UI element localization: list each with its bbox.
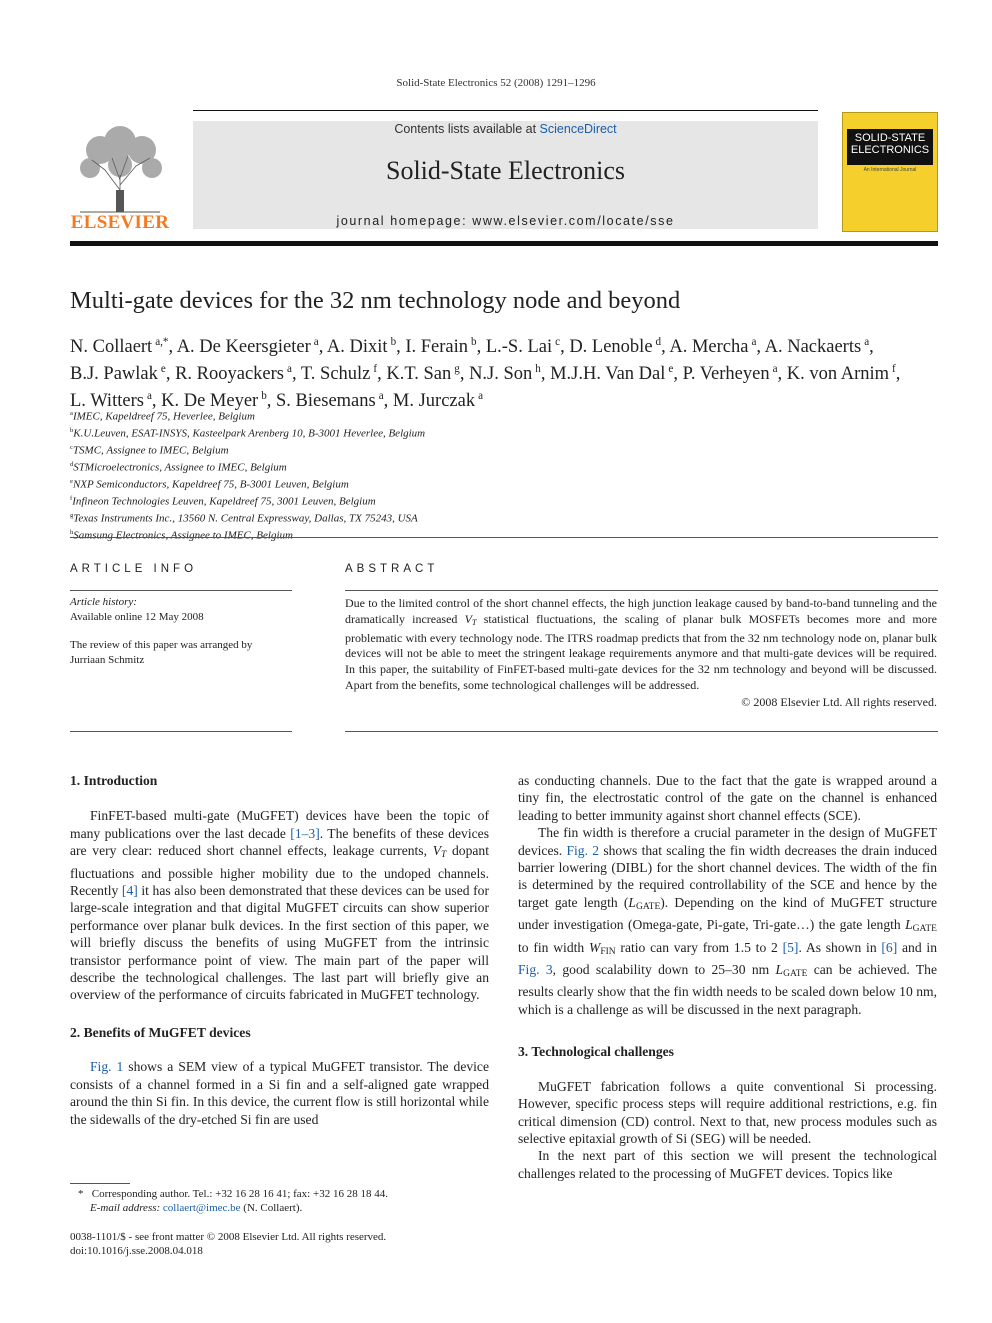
r2-wfin — [589, 940, 616, 955]
affiliation-text: Infineon Technologies Leuven, Kapeldreef 75, 3001 Leuven, Belgium — [72, 495, 376, 508]
r2-text-e: ratio can vary from 1.5 to 2 — [615, 939, 783, 955]
footnote-star: * — [78, 1188, 84, 1200]
article-title: Multi-gate devices for the 32 nm technology node and beyond — [70, 287, 681, 314]
s1-text-d: it has also been demonstrated that these devices can be used for large-scale integration and that digital MuGFET circuits can show superior performance over planar bulk devices. In the first section of this paper, we will briefly discuss the benefits of using MuGFET from the intrinsic transistor performance point of view. The main part of the paper will describe the technological challenges. The last part will briefly give an overview of the performance of circuits fabricated in MuGFET technology. — [70, 883, 489, 1003]
cover-title-line2: ELECTRONICS — [850, 144, 930, 156]
r2-text-i: can be achieved. The results clearly show that the fin width needs to be scaled down below 10 nm, which is a challenge as will be discussed in the next paragraph. — [518, 962, 937, 1017]
r2-lgate-2-l: L — [905, 917, 913, 933]
email-tail: (N. Collaert). — [240, 1202, 303, 1214]
r2-lgate-1 — [628, 895, 660, 910]
affiliation-item — [70, 492, 425, 509]
author-affiliation-mark[interactable]: f — [373, 363, 378, 376]
affiliation-mark: e — [70, 478, 73, 486]
s1-vt-v: V — [432, 843, 441, 859]
author-affiliation-mark[interactable]: f — [892, 363, 896, 376]
r2-text-b: shows that scaling the fin width decreases the drain induced barrier lowering (DIBL) for the short channel devices. The width of the fin is determined by the required controllability of the SCE and hence by the target gate length ( — [518, 842, 937, 910]
r2-text-a: The fin width is therefore a crucial parameter in the design of MuGFET devices. — [518, 825, 937, 858]
abstract-vt — [465, 612, 477, 626]
author-name: L. Witters — [70, 391, 144, 412]
abstract-text — [345, 596, 937, 711]
abstract-rule — [345, 590, 938, 591]
author-name: K.T. San — [386, 364, 452, 385]
author-name: N. Collaert — [70, 337, 153, 358]
issn-doi — [70, 1230, 470, 1258]
header-top-rule — [193, 110, 818, 111]
affiliation-item — [70, 458, 425, 475]
article-info-heading: ARTICLE INFO — [70, 563, 198, 575]
author-name: A. Mercha — [669, 337, 749, 358]
journal-homepage[interactable]: journal homepage: www.elsevier.com/locate/sse — [336, 214, 675, 228]
author-name: I. Ferain — [405, 337, 469, 358]
author-list — [70, 331, 940, 412]
author-affiliation-mark[interactable]: d — [655, 336, 662, 348]
affiliation-list — [70, 407, 425, 544]
section-3-heading: 3. Technological challenges — [518, 1044, 674, 1060]
affiliation-item — [70, 424, 425, 441]
section-1-paragraph — [70, 807, 489, 1003]
author-name: K. von Arnim — [786, 364, 890, 385]
abstract-part-1: Due to the limited control of the short channel effects, the high junction leakage caused by band-to-band tunneling and the dramatically increased — [345, 596, 937, 626]
author-affiliation-mark[interactable]: b — [471, 336, 477, 348]
author-affiliation-mark[interactable]: b — [390, 336, 397, 348]
affiliation-mark: f — [70, 495, 73, 503]
citation-6[interactable]: [6] — [881, 939, 898, 955]
author-name: N.J. Son — [469, 364, 533, 385]
affiliation-mark: b — [70, 427, 74, 435]
s2-text-a: shows a SEM view of a typical MuGFET transistor. The device consists of a channel formed in a Si fin and a self-aligned gate wrapped around the thin Si fin. In this device, the current flow is still horizontal while the sidewalls of the dry-etched Si fin are used — [70, 1059, 489, 1127]
right-paragraph-2 — [518, 824, 937, 1018]
s1-vt-sub: T — [441, 850, 447, 861]
figure-1-link[interactable]: Fig. 1 — [90, 1059, 124, 1075]
affiliation-item — [70, 441, 425, 458]
citation-4[interactable]: [4] — [121, 883, 138, 899]
author-affiliation-mark[interactable]: a — [751, 336, 757, 348]
affiliation-mark: g — [70, 512, 74, 520]
r2-text-d: to fin width — [518, 939, 589, 955]
author-name: A. De Keersgieter — [176, 337, 311, 358]
author-affiliation-mark[interactable]: a — [772, 363, 778, 376]
author-affiliation-mark[interactable]: h — [535, 363, 541, 376]
author-affiliation-mark[interactable]: c — [555, 336, 561, 348]
author-line-3: L. Witters $^a$, K. De Meyer $^b$, S. Biesemans $^a$, M. Jurczak $^a$ — [70, 390, 484, 412]
author-name: B.J. Pawlak — [70, 364, 158, 385]
affiliation-mark: a — [70, 410, 73, 417]
cover-title-line1: SOLID-STATE — [854, 132, 926, 144]
affiliation-mark: c — [70, 444, 73, 452]
section-3-paragraph-1: MuGFET fabrication follows a quite conventional Si processing. However, specific process steps will require additional restrictions, e.g. fin critical dimension (CD) control. Next to that, new process modules such as selective epitaxial growth of Si (SEG) will be needed. — [518, 1078, 937, 1146]
r2-lgate-2 — [905, 917, 937, 935]
affiliation-mark: h — [70, 529, 74, 537]
r2-text-h: , good scalability down to 25–30 nm — [552, 962, 776, 978]
author-affiliation-mark[interactable]: a,* — [155, 336, 169, 348]
available-online: Available online 12 May 2008 — [70, 610, 204, 623]
contents-line — [193, 122, 818, 136]
author-affiliation-mark[interactable]: g — [454, 363, 460, 376]
affiliation-text: Texas Instruments Inc., 13560 N. Central Expressway, Dallas, TX 75243, USA — [73, 513, 418, 526]
section-3-paragraph-2: In the next part of this section we will present the technological challenges related to the processing of MuGFET devices. Topics like — [518, 1148, 937, 1181]
r2-lgate-1-l: L — [628, 894, 636, 910]
author-affiliation-mark[interactable]: e — [160, 363, 166, 376]
journal-cover — [842, 112, 938, 232]
author-name: S. Biesemans — [276, 391, 376, 412]
author-affiliation-mark[interactable]: a — [313, 336, 319, 348]
email-link[interactable]: collaert@imec.be — [162, 1202, 241, 1214]
journal-title: Solid-State Electronics — [385, 156, 625, 185]
affiliation-text: TSMC, Assignee to IMEC, Belgium — [72, 444, 229, 457]
affiliation-text: K.U.Leuven, ESAT-INSYS, Kasteelpark Arenberg 10, B-3001 Heverlee, Belgium — [73, 427, 426, 440]
journal-reference: Solid-State Electronics 52 (2008) 1291–1296 — [396, 77, 596, 89]
abstract-heading: ABSTRACT — [345, 563, 439, 575]
affiliation-text: STMicroelectronics, Assignee to IMEC, Belgium — [73, 461, 287, 474]
author-name: D. Lenoble — [569, 337, 653, 358]
left-column — [70, 772, 489, 1128]
s1-text-b: . The benefits of these devices are very clear: reduced short channel effects, leakage currents, — [70, 825, 489, 859]
article-info-bottom-rule — [70, 731, 292, 732]
citation-5[interactable]: [5] — [782, 939, 799, 955]
footnote-rule — [70, 1183, 130, 1184]
author-name: M.J.H. Van Dal — [550, 364, 666, 385]
email-label: E-mail address: — [90, 1202, 161, 1214]
author-affiliation-mark[interactable]: a — [378, 390, 384, 403]
author-affiliation-mark[interactable]: a — [864, 336, 870, 348]
abstract-vt-sub: T — [471, 617, 477, 627]
r2-text-f: . As shown in — [798, 939, 882, 955]
author-line-2: B.J. Pawlak $^e$, R. Rooyackers $^a$, T. Schulz $^f$, K.T. San $^g$, N.J. Son $^h$, M.J.H. Van Dal $^e$, P. Verheyen $^a$, K. von Arnim $^f$, — [70, 363, 901, 385]
affiliation-item — [70, 509, 425, 526]
footnote — [70, 1187, 470, 1215]
s1-text-a: FinFET-based multi-gate (MuGFET) devices have been the topic of many publications over the last decade — [70, 808, 489, 841]
sciencedirect-link[interactable]: ScienceDirect — [539, 122, 617, 136]
corresponding-author — [70, 1187, 470, 1201]
right-column — [518, 772, 937, 1182]
r2-text-c: ). Depending on the kind of MuGFET structure under investigation (Omega-gate, Pi-gate, Tri-gate…) the gate length — [518, 894, 937, 933]
s1-text-c: dopant fluctuations and possible higher mobility due to the undoped channels. Recently — [70, 843, 489, 899]
r2-lgate-2-sub: GATE — [912, 924, 937, 935]
footnote-corr: Corresponding author. Tel.: +32 16 28 16 41; fax: +32 16 28 18 44. — [91, 1188, 388, 1200]
affiliation-text: NXP Semiconductors, Kapeldreef 75, B-3001 Leuven, Belgium — [72, 478, 349, 491]
section-2-paragraph — [70, 1058, 489, 1128]
affiliation-item — [70, 475, 425, 492]
history-label: Article history: — [70, 596, 137, 608]
author-name: A. Dixit — [326, 337, 388, 358]
section-2-heading: 2. Benefits of MuGFET devices — [70, 1024, 251, 1040]
r2-wfin-w: W — [588, 939, 601, 955]
affiliation-mark: d — [70, 461, 74, 469]
doi-line: doi:10.1016/j.sse.2008.04.018 — [70, 1245, 203, 1257]
author-affiliation-mark[interactable]: a — [146, 390, 152, 403]
article-history — [70, 595, 292, 667]
cover-subtitle: An International Journal — [863, 167, 917, 173]
contents-prefix: Contents lists available at — [394, 122, 537, 136]
section-1-heading: 1. Introduction — [70, 773, 158, 788]
author-name: R. Rooyackers — [175, 364, 284, 385]
r2-text-g: and in — [897, 939, 938, 955]
r2-lgate-3-sub: GATE — [783, 969, 808, 980]
author-affiliation-mark[interactable]: a — [287, 363, 292, 376]
review-line-1: The review of this paper was arranged by — [70, 639, 253, 651]
author-name: A. Nackaerts — [764, 337, 862, 358]
figure-3-link[interactable]: Fig. 3 — [518, 962, 553, 978]
abstract-bottom-rule — [345, 731, 938, 732]
elsevier-wordmark: ELSEVIER — [70, 212, 170, 233]
abstract-copyright: © 2008 Elsevier Ltd. All rights reserved. — [741, 694, 937, 709]
r2-lgate-3-l: L — [775, 962, 784, 978]
affiliation-divider — [70, 537, 938, 538]
author-name: K. De Meyer — [161, 391, 259, 412]
author-affiliation-mark[interactable]: e — [668, 363, 674, 376]
review-line-2: Jurriaan Schmitz — [70, 653, 145, 666]
citation-1-3[interactable]: [1–3] — [290, 825, 320, 841]
issn-line: 0038-1101/$ - see front matter © 2008 Elsevier Ltd. All rights reserved. — [70, 1231, 387, 1243]
author-affiliation-mark[interactable]: a — [478, 390, 484, 403]
author-name: L.-S. Lai — [485, 337, 553, 358]
email-line — [70, 1201, 470, 1215]
affiliation-item — [70, 526, 425, 543]
cover-title — [847, 132, 933, 156]
affiliation-text: IMEC, Kapeldreef 75, Heverlee, Belgium — [72, 410, 255, 423]
abstract-part-2: statistical fluctuations, the scaling of planar bulk MOSFETs becomes more and more problematic with every technology node. The ITRS roadmap predicts that from the 32 nm technology node on, planar bulk devices will not be able to meet the stringent leakage requirements anymore and that multi-gate devices will be required. In this paper, the suitability of FinFET-based multi-gate devices for the 32 nm technology and beyond will be discussed. Apart from the benefits, some technological challenges will be addressed. — [345, 611, 937, 692]
author-name: P. Verheyen — [682, 364, 770, 385]
header-thick-rule — [70, 241, 938, 246]
affiliation-item — [70, 407, 425, 424]
article-info-rule — [70, 590, 292, 591]
author-name: T. Schulz — [300, 364, 371, 385]
author-affiliation-mark[interactable]: b — [261, 390, 267, 403]
author-line-1: N. Collaert $^{a,*}$, A. De Keersgieter $^a$, A. Dixit $^b$, I. Ferain $^b$, L.-S. Lai $^c$, D. Lenoble $^d$, A. Mercha $^a$, A. Nackaerts $^a$, — [70, 336, 874, 358]
figure-2-link[interactable]: Fig. 2 — [566, 842, 600, 858]
r2-lgate-3 — [775, 962, 808, 980]
r2-lgate-1-sub: GATE — [635, 901, 661, 912]
r2-wfin-sub: FIN — [600, 946, 616, 957]
abstract-vt-v: V — [464, 611, 472, 626]
right-paragraph-1: as conducting channels. Due to the fact that the gate is wrapped around a tiny fin, the electrostatic control of the gate on the channel is enhanced leading to better immunity against short channel effects (SCE). — [518, 773, 937, 823]
author-name: M. Jurczak — [392, 391, 476, 412]
s1-vt — [432, 843, 447, 861]
